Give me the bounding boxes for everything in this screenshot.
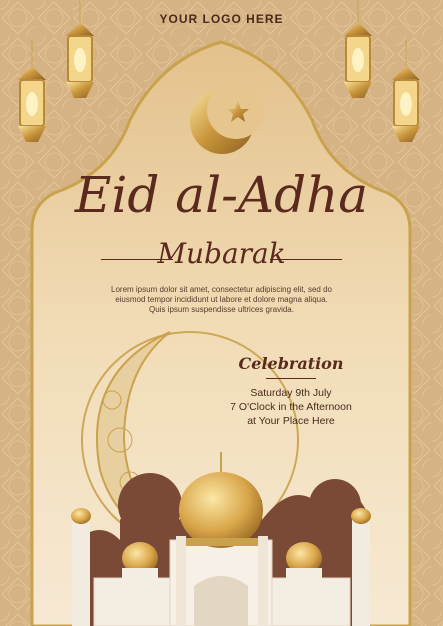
body-text-line: eiusmod tempor incididunt ut labore et dolore magna aliqua. <box>115 295 328 304</box>
greeting-title: Eid al-Adha <box>74 166 369 224</box>
event-location: at Your Place Here <box>247 415 335 427</box>
event-time: 7 O'Clock in the Afternoon <box>230 401 352 413</box>
event-details <box>205 386 377 428</box>
event-label-underline <box>266 378 316 379</box>
body-text-line: Quis ipsum suspendisse ultrices gravida. <box>149 305 294 314</box>
event-date: Saturday 9th July <box>250 387 332 399</box>
body-text <box>92 285 351 315</box>
body-text-line: Lorem ipsum dolor sit amet, consectetur adipiscing elit, sed do <box>111 285 332 294</box>
event-label: Celebration <box>238 354 344 373</box>
greeting-subtitle: Mubarak <box>157 237 286 270</box>
logo-text: YOUR LOGO HERE <box>159 12 284 26</box>
